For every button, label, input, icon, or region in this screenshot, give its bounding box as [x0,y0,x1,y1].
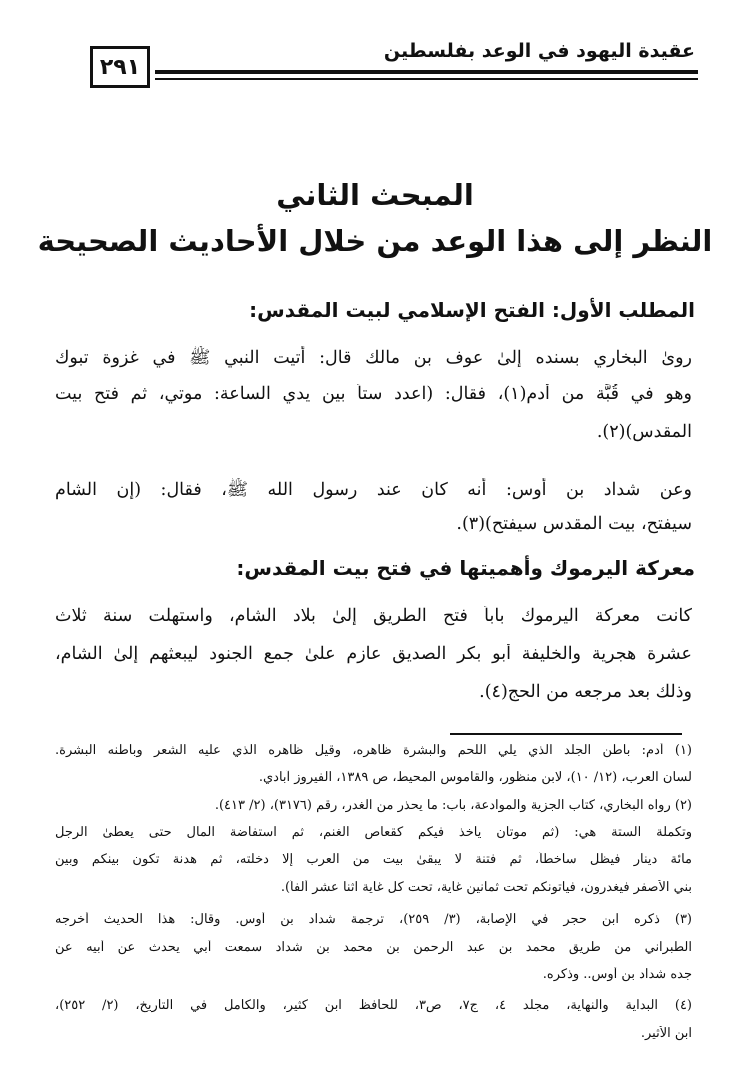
body-line: وهو في قُبَّة من أدم(١)، فقال: (اعدد ستاً بين يدي الساعة: موتي، ثم فتح بيت [55,384,692,404]
page-number: ٢٩١ [99,54,141,80]
header-rule-thick [155,70,698,74]
footnote-line: (٤) البداية والنهاية، مجلد ٤، ج٧، ص٣، للحافظ ابن كثير، والكامل في التاريخ، (٢/ ٢٥٢)، [55,998,692,1013]
page-number-box [90,46,150,88]
footnote-line: جده شداد بن أوس.. وذكره. [542,967,692,982]
subhead-first: المطلب الأول: الفتح الإسلامي لبيت المقدس: [249,298,695,322]
running-title: عقيدة اليهود في الوعد بفلسطين [383,40,695,62]
section-title: المبحث الثاني [276,178,474,212]
footnote-line: (١) أدم: باطن الجلد الذي يلي اللحم والبشرة ظاهره، وقيل ظاهره الذي عليه الشعر وباطنه البشرة. [55,743,692,758]
body-line: وذلك بعد مرجعه من الحج(٤). [479,682,692,702]
body-line: المقدس)(٢). [596,422,692,442]
body-line: رویٰ البخاري بسنده إلىٰ عوف بن مالك قال: أتيت النبي ﷺ في غزوة تبوك [55,348,692,368]
footnote-line: مائة دينار فيظل ساخطاً، ثم فتنة لا يبقىٰ بيت من العرب إلا دخلته، ثم هدنة تكون بينكم وبين [55,852,692,867]
body-line: عشرة هجرية والخليفة أبو بكر الصديق عازم علىٰ جمع الجنود ليبعثهم إلىٰ الشام، [55,644,692,664]
body-line: سيفتح، بيت المقدس سيفتح)(٣). [456,514,692,534]
section-subtitle: النظر إلى هذا الوعد من خلال الأحاديث الصحيحة [37,224,713,258]
footnote-line: (٣) ذكره ابن حجر في الإصابة، (٣/ ٢٥٩)، ترجمة شداد بن أوس. وقال: هذا الحديث أخرجه [55,912,692,927]
footnote-line: (٢) رواه البخاري، كتاب الجزية والموادعة، باب: ما يحذر من الغدر، رقم (٣١٧٦)، (٢/ ٤١٣). [214,798,692,813]
footnote-line: ابن الأثير. [640,1026,692,1041]
body-line: وعن شداد بن أوس: أنه كان عند رسول الله ﷺ، فقال: (إن الشام [55,480,692,500]
header-rule-thin [155,78,698,80]
footnote-line: وتكملة الستة هي: (ثم موتان يأخذ فيكم كقعاص الغنم، ثم استفاضة المال حتى يعطىٰ الرجل [55,825,692,840]
footnote-line: لسان العرب، (١٢/ ١٠)، لابن منظور، والقاموس المحيط، ص ١٣٨٩، الفيروز آبادي. [258,770,692,785]
footnote-separator [450,733,682,735]
body-line: كانت معركة اليرموك باباً فتح الطريق إلىٰ بلاد الشام، واستهلت سنة ثلاث [55,606,692,626]
subhead-second: معركة اليرموك وأهميتها في فتح بيت المقدس: [236,556,695,580]
footnote-line: بني الأصفر فيغدرون، فيأتونكم تحت ثمانين غاية، تحت كل غاية اثنا عشر ألفاً). [280,880,692,895]
footnote-line: الطبراني من طريق محمد بن عبد الرحمن بن محمد بن شداد سمعت أبي يحدث عن أبيه عن [55,940,692,955]
